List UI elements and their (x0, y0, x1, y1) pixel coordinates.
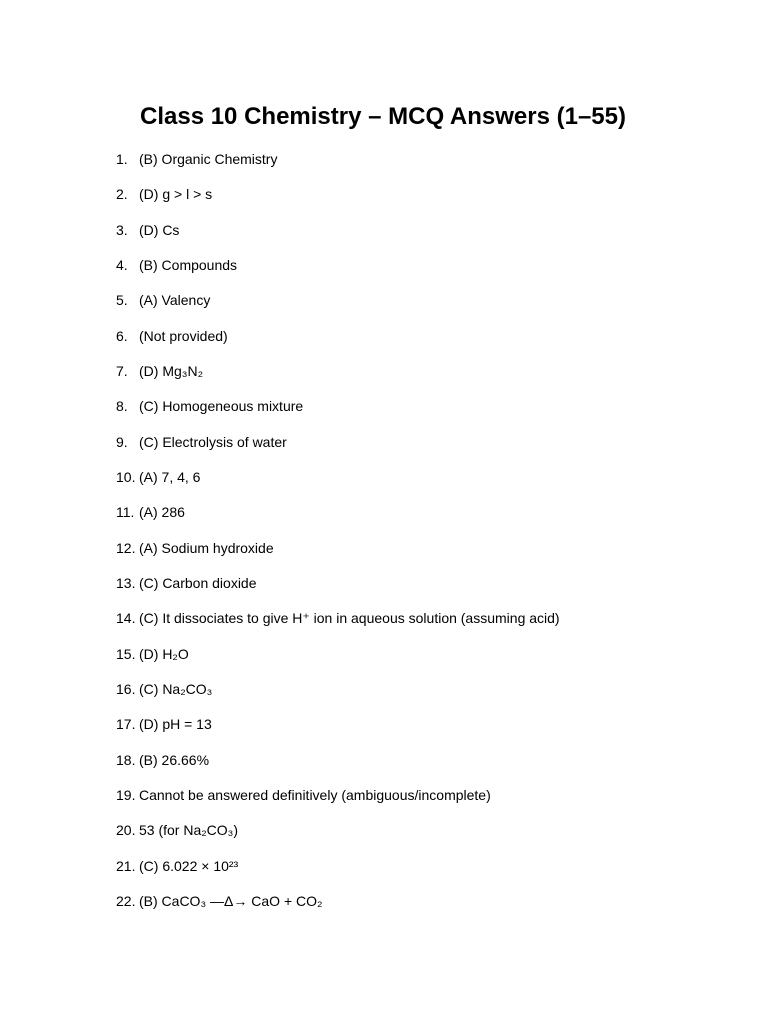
list-item (116, 256, 560, 291)
answer-number: 14. (116, 610, 136, 627)
list-item (116, 433, 560, 468)
list-item (116, 751, 560, 786)
answer-text: (C) Homogeneous mixture (139, 398, 304, 415)
answer-number: 7. (116, 362, 128, 379)
list-item (116, 185, 560, 220)
answer-number: 18. (116, 751, 136, 768)
answer-number: 2. (116, 186, 128, 203)
answer-list (116, 150, 560, 927)
answer-text: (D) Mg₃N₂ (139, 362, 204, 379)
answer-text: (Not provided) (139, 327, 228, 344)
list-item (116, 715, 560, 750)
answer-text: (C) 6.022 × 10²³ (139, 857, 239, 874)
answer-number: 12. (116, 539, 136, 556)
answer-number: 22. (116, 892, 136, 909)
list-item (116, 327, 560, 362)
answer-text: (C) Electrolysis of water (139, 433, 287, 450)
list-item (116, 786, 560, 821)
answer-text: (A) Valency (139, 292, 211, 309)
answer-number: 5. (116, 292, 128, 309)
list-item (116, 503, 560, 538)
list-item (116, 574, 560, 609)
answer-text: (B) 26.66% (139, 751, 210, 768)
answer-number: 17. (116, 716, 136, 733)
list-item (116, 221, 560, 256)
list-item (116, 857, 560, 892)
answer-number: 20. (116, 822, 136, 839)
list-item (116, 645, 560, 680)
answer-text: (D) Cs (139, 221, 180, 238)
answer-text: (A) 7, 4, 6 (139, 468, 201, 485)
answer-text: (C) Carbon dioxide (139, 574, 257, 591)
answer-number: 13. (116, 574, 136, 591)
list-item (116, 397, 560, 432)
answer-text: (D) pH = 13 (139, 716, 212, 733)
list-item (116, 821, 560, 856)
answer-number: 10. (116, 468, 136, 485)
answer-text: (D) H₂O (139, 645, 189, 662)
list-item (116, 539, 560, 574)
answer-text: Cannot be answered definitively (ambiguous/incomplete) (139, 786, 491, 803)
answer-number: 8. (116, 398, 128, 415)
answer-number: 11. (116, 504, 135, 521)
answer-number: 9. (116, 433, 128, 450)
answer-number: 1. (116, 151, 128, 167)
answer-text: 53 (for Na₂CO₃) (139, 822, 239, 839)
answer-number: 15. (116, 645, 136, 662)
answer-number: 16. (116, 680, 136, 697)
answer-text: (D) g > l > s (139, 186, 213, 203)
list-item (116, 150, 560, 185)
list-item (116, 468, 560, 503)
list-item (116, 291, 560, 326)
answer-number: 21. (116, 857, 136, 874)
answer-text: (C) It dissociates to give H⁺ ion in aqueous solution (assuming acid) (139, 610, 560, 627)
list-item (116, 892, 560, 927)
answer-text: (A) Sodium hydroxide (139, 539, 274, 556)
answer-number: 3. (116, 221, 128, 238)
list-item (116, 362, 560, 397)
answer-number: 4. (116, 256, 128, 273)
answer-text: (A) 286 (139, 504, 185, 521)
answer-number: 6. (116, 327, 128, 344)
answer-text: (B) Organic Chemistry (139, 151, 278, 167)
answer-text: (B) CaCO₃ —Δ→ CaO + CO₂ (139, 892, 323, 909)
list-item (116, 680, 560, 715)
answer-text: (C) Na₂CO₃ (139, 680, 213, 697)
list-item (116, 609, 560, 644)
answer-text: (B) Compounds (139, 256, 238, 273)
page-title: Class 10 Chemistry – MCQ Answers (1–55) (140, 103, 626, 130)
answer-number: 19. (116, 786, 136, 803)
